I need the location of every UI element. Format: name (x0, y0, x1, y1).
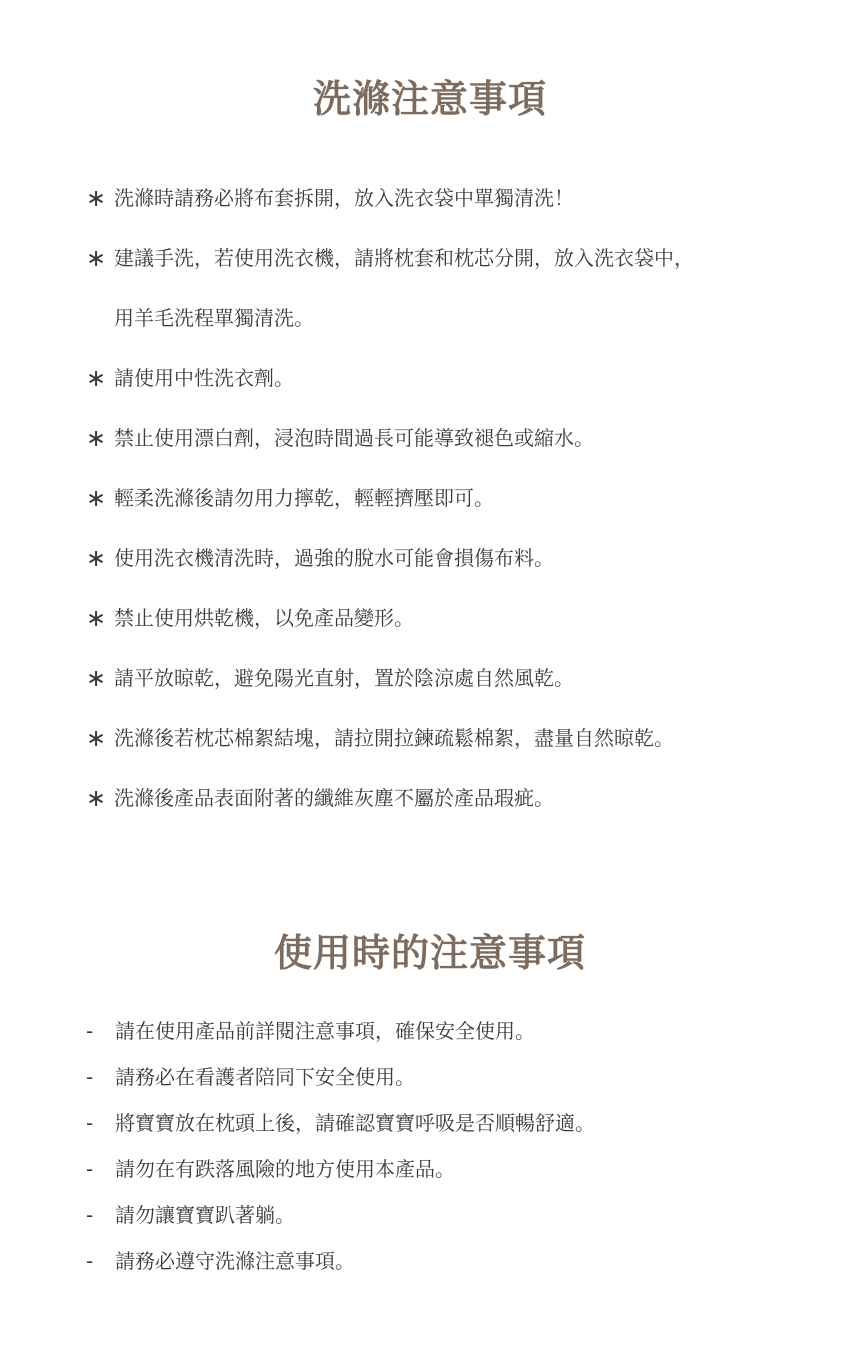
list-item (86, 168, 826, 228)
usage-precautions-list (86, 1008, 826, 1284)
list-item (86, 1238, 826, 1284)
dash-bullet-icon: - (86, 1157, 94, 1181)
list-item (86, 348, 826, 408)
list-item-line: 用羊毛洗程單獨清洗。 (114, 306, 314, 330)
list-item (86, 1008, 826, 1054)
list-item-text: 請務必在看護者陪同下安全使用。 (115, 1065, 415, 1089)
list-item-text (114, 168, 826, 228)
list-item-text: 將寶寶放在枕頭上後，請確認寶寶呼吸是否順暢舒適。 (115, 1111, 595, 1135)
list-item (86, 468, 826, 528)
dash-bullet-icon: - (86, 1019, 94, 1043)
asterisk-bullet-icon: ∗ (86, 544, 107, 572)
list-item-text: 請在使用產品前詳閱注意事項，確保安全使用。 (115, 1019, 535, 1043)
list-item-text: 請勿讓寶寶趴著躺。 (115, 1203, 295, 1227)
list-item-text: 請勿在有跌落風險的地方使用本產品。 (115, 1157, 455, 1181)
asterisk-bullet-icon: ∗ (86, 244, 107, 272)
list-item-text (114, 648, 826, 708)
list-item-line: 禁止使用烘乾機，以免產品變形。 (114, 606, 414, 630)
dash-bullet-icon: - (86, 1111, 94, 1135)
list-item-line: 禁止使用漂白劑，浸泡時間過長可能導致褪色或縮水。 (114, 426, 594, 450)
washing-instructions-list (86, 168, 826, 828)
asterisk-bullet-icon: ∗ (86, 604, 107, 632)
list-item-text (114, 768, 826, 828)
dash-bullet-icon: - (86, 1203, 94, 1227)
list-item (86, 228, 826, 348)
asterisk-bullet-icon: ∗ (86, 424, 107, 452)
washing-section-title: 洗滌注意事項 (312, 77, 547, 121)
dash-bullet-icon: - (86, 1249, 94, 1273)
asterisk-bullet-icon: ∗ (86, 664, 107, 692)
list-item-text (114, 588, 826, 648)
asterisk-bullet-icon: ∗ (86, 484, 107, 512)
asterisk-bullet-icon: ∗ (86, 724, 107, 752)
asterisk-bullet-icon: ∗ (86, 184, 107, 212)
list-item (86, 1054, 826, 1100)
list-item (86, 1100, 826, 1146)
list-item (86, 1146, 826, 1192)
dash-bullet-icon: - (86, 1065, 94, 1089)
list-item-text (114, 348, 826, 408)
list-item (86, 708, 826, 768)
list-item-line: 請平放晾乾，避免陽光直射，置於陰涼處自然風乾。 (114, 666, 574, 690)
asterisk-bullet-icon: ∗ (86, 364, 107, 392)
list-item-line: 洗滌後若枕芯棉絮結塊，請拉開拉鍊疏鬆棉絮，盡量自然晾乾。 (114, 726, 674, 750)
list-item-text (114, 228, 826, 348)
list-item-line: 使用洗衣機清洗時，過強的脫水可能會損傷布料。 (114, 546, 554, 570)
usage-section-title: 使用時的注意事項 (273, 931, 586, 975)
list-item-text (114, 408, 826, 468)
list-item (86, 588, 826, 648)
list-item-line: 請使用中性洗衣劑。 (114, 366, 294, 390)
list-item-text: 請務必遵守洗滌注意事項。 (115, 1249, 355, 1273)
list-item-line: 洗滌後產品表面附著的纖維灰塵不屬於產品瑕疵。 (114, 786, 554, 810)
list-item-text (114, 708, 826, 768)
asterisk-bullet-icon: ∗ (86, 784, 107, 812)
list-item-line: 建議手洗，若使用洗衣機，請將枕套和枕芯分開，放入洗衣袋中， (114, 246, 694, 270)
list-item-line: 洗滌時請務必將布套拆開，放入洗衣袋中單獨清洗！ (114, 186, 574, 210)
list-item (86, 648, 826, 708)
list-item-line: 輕柔洗滌後請勿用力擰乾，輕輕擠壓即可。 (114, 486, 494, 510)
list-item (86, 528, 826, 588)
list-item (86, 768, 826, 828)
list-item (86, 1192, 826, 1238)
list-item (86, 408, 826, 468)
list-item-text (114, 528, 826, 588)
list-item-text (114, 468, 826, 528)
